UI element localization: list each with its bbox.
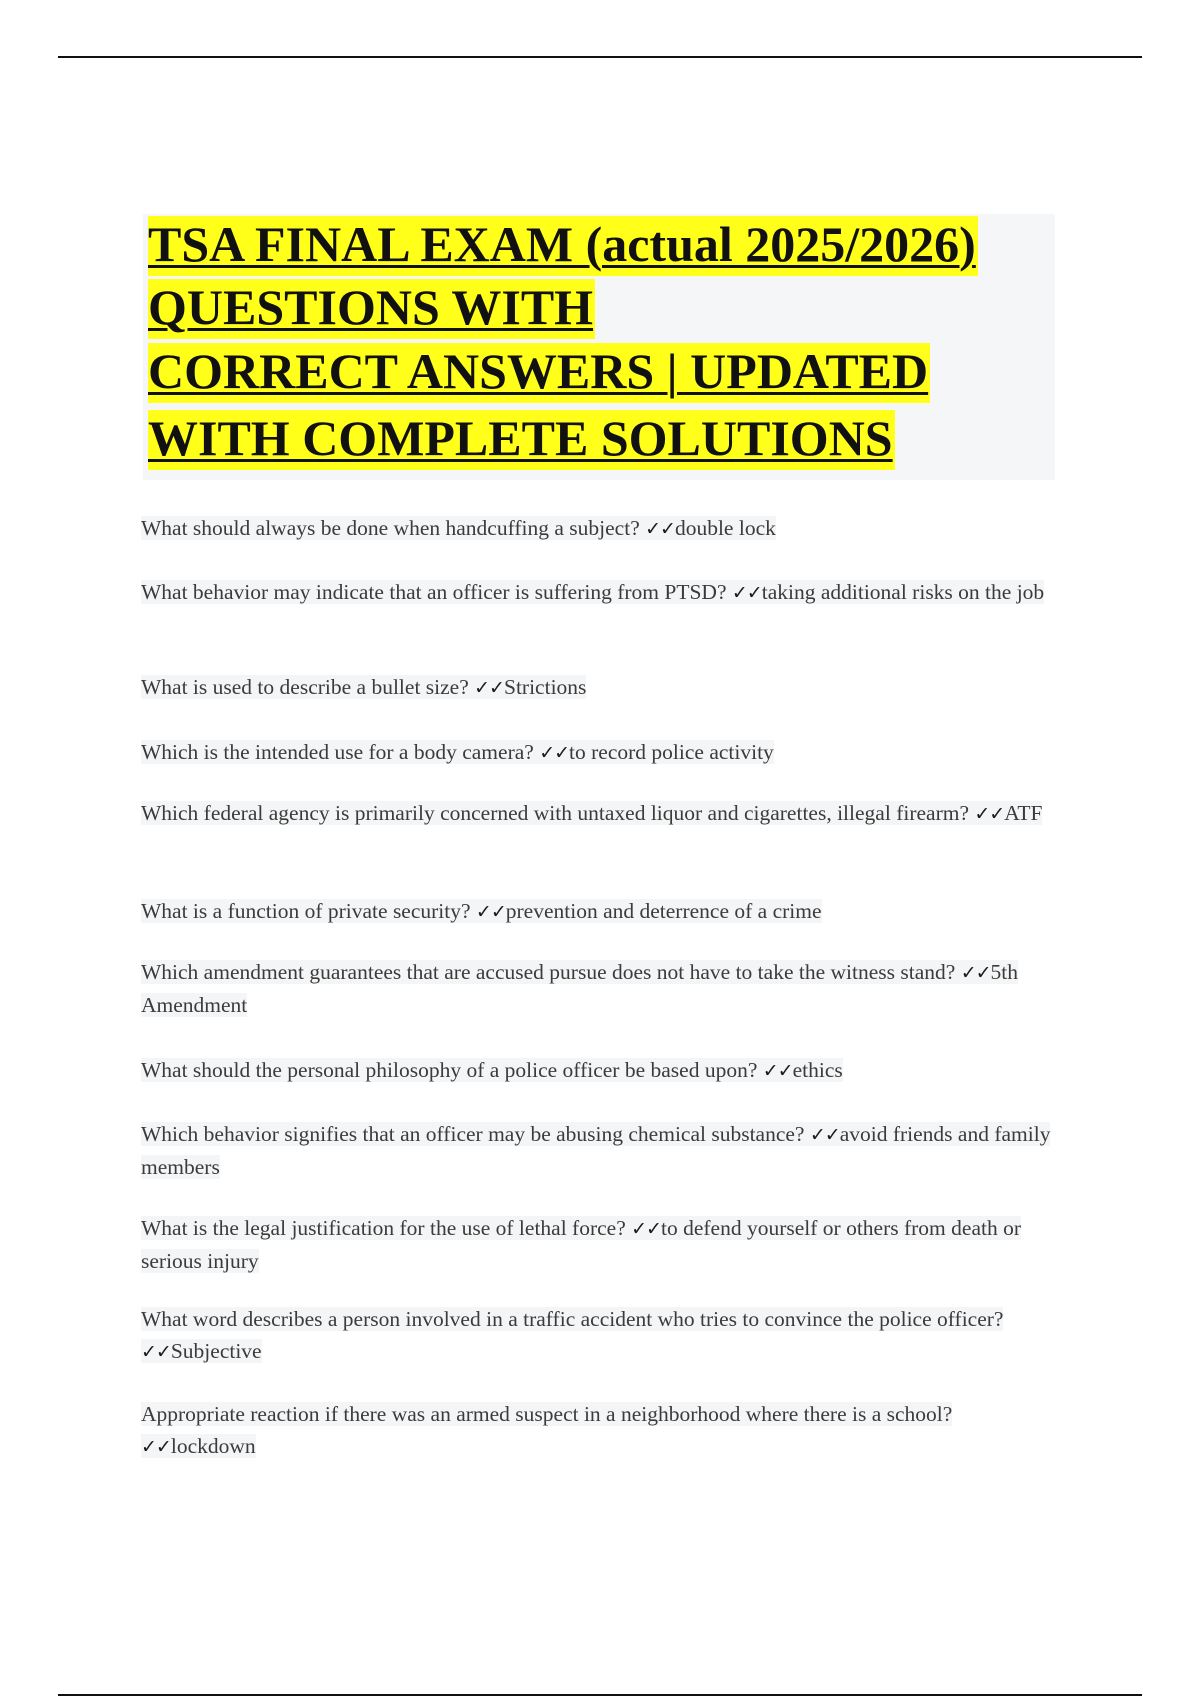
title-line-2: QUESTIONS WITH — [148, 281, 595, 333]
qa-item-5 — [141, 797, 1061, 830]
qa-item-11 — [141, 1303, 1061, 1368]
double-check-icon: ✓✓ — [539, 742, 570, 764]
double-check-icon: ✓✓ — [475, 901, 506, 923]
answer-text: to defend yourself or others from death or serious injury — [141, 1216, 1021, 1273]
question-text: What should the personal philosophy of a police officer be based upon? — [141, 1058, 763, 1082]
answer-text: avoid friends and family members — [141, 1122, 1051, 1179]
answer-text: 5th Amendment — [141, 960, 1019, 1017]
answer-text: Strictions — [503, 675, 587, 699]
double-check-icon: ✓✓ — [762, 1060, 793, 1082]
question-text: Which behavior signifies that an officer may be abusing chemical substance? — [141, 1122, 810, 1146]
title-line-4: WITH COMPLETE SOLUTIONS — [148, 412, 895, 464]
double-check-icon: ✓✓ — [645, 518, 675, 540]
question-text: What is used to describe a bullet size? — [141, 675, 475, 699]
double-check-icon: ✓✓ — [141, 1436, 171, 1458]
bottom-rule — [58, 1694, 1142, 1696]
question-text: What is the legal justification for the use of lethal force? — [141, 1216, 632, 1240]
answer-text: lockdown — [170, 1434, 256, 1458]
title-line-3: CORRECT ANSWERS | UPDATED — [148, 345, 930, 397]
qa-item-9 — [141, 1118, 1061, 1183]
answer-text: ATF — [1004, 801, 1043, 825]
double-check-icon: ✓✓ — [474, 677, 504, 699]
answer-text: prevention and deterrence of a crime — [505, 899, 822, 923]
qa-item-8 — [141, 1054, 1061, 1087]
question-text: Which is the intended use for a body camera? — [141, 740, 540, 764]
answer-text: Subjective — [170, 1339, 262, 1363]
question-text: What word describes a person involved in a traffic accident who tries to convince the police officer? — [141, 1307, 1004, 1331]
answer-text: taking additional risks on the job — [761, 580, 1045, 604]
question-text: What is a function of private security? — [141, 899, 476, 923]
question-text: Which amendment guarantees that are accused pursue does not have to take the witness stand? — [141, 960, 961, 984]
qa-item-6 — [141, 895, 1061, 928]
qa-item-2 — [141, 576, 1061, 609]
qa-item-4 — [141, 736, 1061, 769]
double-check-icon: ✓✓ — [974, 803, 1005, 825]
question-text: Appropriate reaction if there was an armed suspect in a neighborhood where there is a school? — [141, 1402, 953, 1426]
qa-item-12 — [141, 1398, 1061, 1463]
answer-text: double lock — [674, 516, 776, 540]
answer-text: to record police activity — [569, 740, 774, 764]
document-title — [143, 214, 1055, 480]
question-text: What behavior may indicate that an officer is suffering from PTSD? — [141, 580, 732, 604]
qa-item-10 — [141, 1212, 1061, 1277]
question-text: Which federal agency is primarily concerned with untaxed liquor and cigarettes, illegal firearm? — [141, 801, 975, 825]
answer-text: ethics — [792, 1058, 843, 1082]
qa-item-3 — [141, 671, 1061, 704]
qa-item-1 — [141, 512, 1061, 545]
question-text: What should always be done when handcuffing a subject? — [141, 516, 646, 540]
qa-item-7 — [141, 956, 1061, 1021]
double-check-icon: ✓✓ — [141, 1341, 171, 1363]
double-check-icon: ✓✓ — [731, 582, 762, 604]
double-check-icon: ✓✓ — [809, 1124, 840, 1146]
double-check-icon: ✓✓ — [631, 1218, 661, 1240]
double-check-icon: ✓✓ — [960, 962, 991, 984]
title-line-1: TSA FINAL EXAM (actual 2025/2026) — [148, 218, 978, 270]
top-rule — [58, 56, 1142, 58]
